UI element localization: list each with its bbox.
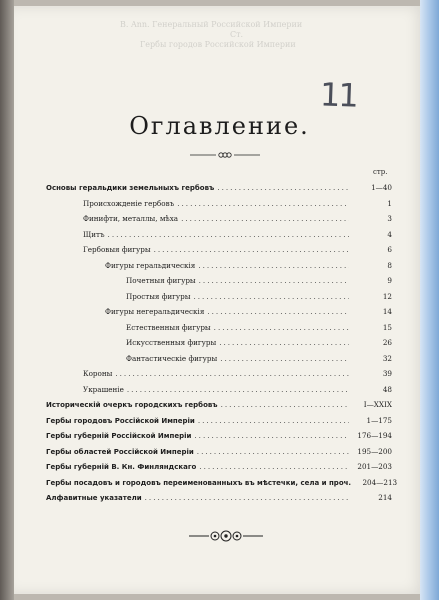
toc-entry-title: Происхожденіе гербовъ <box>83 198 175 208</box>
bleed-through-text: B. Ann. Генеральный Российской Империи Ст. Гербы городов Российской Империи <box>120 20 303 49</box>
toc-page-number: 39 <box>382 369 392 378</box>
toc-page-number: 1—175 <box>366 415 392 425</box>
toc-leader-dots <box>220 353 349 365</box>
toc-leader-dots <box>199 461 349 473</box>
toc-leader-dots <box>108 229 349 241</box>
toc-entry <box>46 275 392 291</box>
toc-entry <box>46 244 392 260</box>
toc-entry <box>46 182 392 198</box>
toc-leader-dots <box>198 260 349 272</box>
toc-leader-dots <box>181 213 349 225</box>
toc-entry <box>46 198 392 214</box>
toc-entry-title: Простыя фигуры <box>126 291 191 301</box>
page-column-header: стр. <box>373 168 388 176</box>
toc-entry <box>46 322 392 338</box>
toc-entry <box>46 260 392 276</box>
toc-entry-title: Искусственныя фигуры <box>126 338 217 347</box>
toc-page-number: 204—213 <box>362 477 398 487</box>
toc-entry-title: Гербы городовъ Россійской Имперіи <box>46 416 195 425</box>
table-of-contents <box>46 182 398 508</box>
toc-entry <box>46 337 392 353</box>
toc-entry-title: Финифти, металлы, мѣха <box>83 214 179 223</box>
toc-leader-dots <box>217 182 349 194</box>
title-divider-ornament <box>190 150 260 160</box>
toc-entry <box>46 229 392 245</box>
toc-entry-title: Почетныя фигуры <box>126 276 196 285</box>
toc-leader-dots <box>154 244 349 256</box>
toc-page-number: 14 <box>382 307 392 316</box>
toc-entry-title: Естественныя фигуры <box>126 322 211 332</box>
toc-page-number: 214 <box>378 493 392 502</box>
toc-leader-dots <box>193 291 349 303</box>
page-title: Оглавление. <box>129 112 310 140</box>
toc-leader-dots <box>145 492 349 504</box>
toc-entry-title: Фантастическіе фигуры <box>126 353 218 363</box>
toc-entry-title: Фигуры геральдическія <box>105 260 196 270</box>
toc-entry <box>46 368 392 384</box>
toc-entry <box>46 353 392 369</box>
toc-entry <box>46 291 392 307</box>
scan-left-edge <box>0 0 14 600</box>
toc-entry-title: Гербы посадовъ и городовъ переименованныхъ въ мѣстечки, села и проч. <box>46 478 352 487</box>
toc-entry-title: Украшеніе <box>83 384 124 394</box>
scan-right-edge <box>420 0 439 600</box>
toc-page-number: 4 <box>387 229 392 239</box>
toc-page-number: 195—200 <box>357 446 392 456</box>
toc-page-number: 8 <box>387 260 392 270</box>
toc-leader-dots <box>177 198 349 210</box>
toc-page-number: 1—40 <box>371 183 392 192</box>
toc-leader-dots <box>199 275 349 287</box>
toc-entry <box>46 384 392 400</box>
toc-leader-dots <box>194 430 349 442</box>
toc-entry-title: Гербы губерній В. Кн. Финляндскаго <box>46 463 197 471</box>
toc-entry <box>46 477 398 493</box>
toc-entry-title: Гербы областей Россійской Имперіи <box>46 447 194 456</box>
toc-entry-title: Гербовыя фигуры <box>83 245 151 254</box>
toc-page-number: 3 <box>387 214 392 223</box>
toc-entry-title: Основы геральдики земельныхъ гербовъ <box>46 184 215 192</box>
toc-entry <box>46 306 392 322</box>
toc-entry <box>46 461 392 477</box>
toc-entry <box>46 399 392 415</box>
toc-page-number: 6 <box>387 245 392 254</box>
toc-leader-dots <box>221 399 349 411</box>
toc-leader-dots <box>219 337 349 349</box>
toc-entry-title: Историческій очеркъ городскихъ гербовъ <box>46 401 218 409</box>
toc-entry-title: Гербы губерній Россійской Имперіи <box>46 432 192 440</box>
toc-entry-title: Щитъ <box>83 229 105 239</box>
toc-leader-dots <box>127 384 349 396</box>
toc-entry <box>46 446 392 462</box>
bottom-ornament <box>189 527 263 545</box>
toc-page-number: 32 <box>382 353 392 363</box>
toc-page-number: 1 <box>387 198 392 208</box>
toc-entry-title: Алфавитные указатели <box>46 494 142 502</box>
toc-page-number: I—XXIX <box>363 400 392 409</box>
toc-leader-dots <box>207 306 349 318</box>
toc-page-number: 48 <box>382 384 392 394</box>
toc-page-number: 15 <box>382 322 392 332</box>
toc-entry-title: Короны <box>83 369 113 378</box>
toc-leader-dots <box>214 322 349 334</box>
toc-page-number: 9 <box>387 276 392 285</box>
toc-leader-dots <box>198 415 349 427</box>
toc-page-number: 26 <box>382 338 392 347</box>
toc-entry-title: Фигуры негеральдическія <box>105 307 205 316</box>
toc-entry <box>46 213 392 229</box>
toc-page-number: 176—194 <box>357 431 392 440</box>
toc-page-number: 201—203 <box>357 462 392 471</box>
toc-entry <box>46 492 392 508</box>
toc-page-number: 12 <box>382 291 392 301</box>
toc-entry <box>46 415 392 431</box>
handwritten-number: 11 <box>319 75 358 115</box>
toc-entry <box>46 430 392 446</box>
toc-leader-dots <box>197 446 349 458</box>
toc-leader-dots <box>115 368 349 380</box>
